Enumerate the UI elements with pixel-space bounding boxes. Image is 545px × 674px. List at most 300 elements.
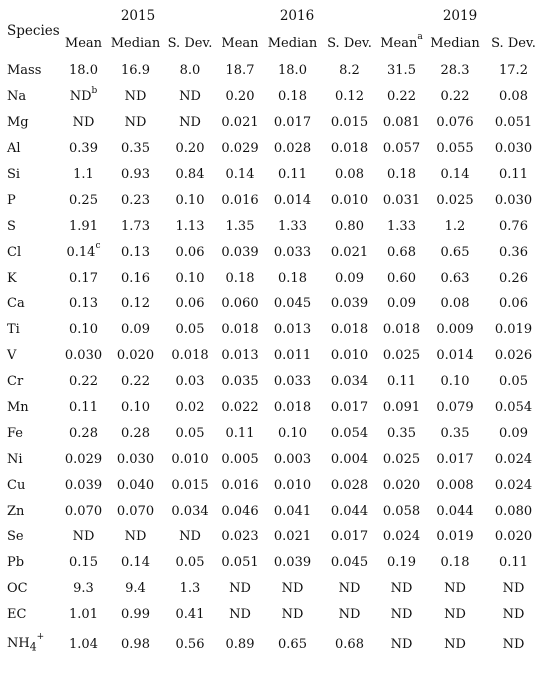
cell-value: ND xyxy=(72,529,95,545)
cell-value: 0.93 xyxy=(121,167,150,182)
species-header: Species xyxy=(7,23,60,39)
cell-value: 0.051 xyxy=(221,555,259,571)
value-cell xyxy=(264,136,321,162)
value-cell xyxy=(107,58,164,84)
value-cell xyxy=(60,472,107,498)
cell-value: 0.11 xyxy=(225,425,255,441)
value-cell xyxy=(264,58,321,84)
species-cell xyxy=(2,265,60,291)
species-name: NH xyxy=(7,635,30,651)
cell-value: 0.016 xyxy=(221,477,259,493)
value-cell xyxy=(425,420,485,446)
cell-value: 0.091 xyxy=(382,400,421,416)
stat-header xyxy=(164,28,216,58)
value-cell xyxy=(164,317,216,343)
value-cell xyxy=(216,136,264,162)
cell-value: 18.7 xyxy=(225,63,255,79)
value-cell xyxy=(378,550,425,576)
cell-value: 0.024 xyxy=(494,477,533,493)
stat-header xyxy=(485,28,542,58)
value-cell xyxy=(321,213,378,239)
table-row xyxy=(2,239,542,265)
value-cell xyxy=(264,550,321,576)
value-cell xyxy=(164,239,216,265)
species-name: Zn xyxy=(7,503,25,519)
value-cell xyxy=(264,369,321,395)
value-cell xyxy=(378,162,425,188)
cell-value: 0.018 xyxy=(221,322,259,338)
value-cell xyxy=(164,602,216,628)
cell-value: 0.14 xyxy=(66,244,96,260)
value-cell xyxy=(378,343,425,369)
value-cell xyxy=(321,576,378,602)
cell-value: ND xyxy=(444,607,466,623)
cell-value: ND xyxy=(72,115,95,131)
value-cell xyxy=(264,395,321,421)
cell-value: 0.045 xyxy=(273,296,312,312)
species-cell xyxy=(2,291,60,317)
species-charge: + xyxy=(36,632,45,643)
cell-value: 0.008 xyxy=(436,477,474,493)
cell-value: ND xyxy=(229,607,251,623)
value-cell xyxy=(107,446,164,472)
cell-value: 0.06 xyxy=(175,296,205,312)
cell-value: 1.33 xyxy=(387,218,416,234)
year-header-2019: 2019 xyxy=(442,8,478,24)
species-name: Mn xyxy=(7,400,29,416)
stat-header xyxy=(264,28,321,58)
cell-value: 0.22 xyxy=(69,374,98,390)
cell-value: 0.22 xyxy=(387,89,416,105)
table-row xyxy=(2,550,542,576)
value-cell xyxy=(378,472,425,498)
cell-value: 1.04 xyxy=(69,637,98,653)
cell-value: 0.05 xyxy=(499,374,528,390)
cell-value: 0.60 xyxy=(387,270,416,286)
cell-value: 0.14 xyxy=(440,167,470,182)
value-cell xyxy=(107,84,164,110)
value-cell xyxy=(485,265,542,291)
cell-value: 0.021 xyxy=(273,529,312,545)
cell-value: 0.35 xyxy=(387,425,416,441)
species-cell xyxy=(2,187,60,213)
cell-value: 0.017 xyxy=(436,451,474,467)
value-cell xyxy=(321,524,378,550)
table-row xyxy=(2,110,542,136)
cell-value: 0.013 xyxy=(221,348,259,364)
value-cell xyxy=(60,162,107,188)
value-cell xyxy=(264,162,321,188)
cell-value: 0.10 xyxy=(440,374,470,390)
value-cell xyxy=(321,446,378,472)
cell-value: 0.63 xyxy=(440,270,470,286)
cell-value: 0.02 xyxy=(175,400,205,416)
cell-value: 0.41 xyxy=(175,607,205,623)
footnote-marker: b xyxy=(91,86,98,96)
cell-value: 0.018 xyxy=(171,348,209,364)
cell-value: 0.14 xyxy=(225,167,255,182)
stat-header xyxy=(425,28,485,58)
value-cell xyxy=(216,213,264,239)
value-cell xyxy=(425,291,485,317)
value-cell xyxy=(60,84,107,110)
value-cell xyxy=(107,550,164,576)
table-row xyxy=(2,472,542,498)
stat-header xyxy=(321,28,378,58)
species-name: Se xyxy=(7,529,24,545)
value-cell xyxy=(107,213,164,239)
cell-value: 0.22 xyxy=(440,89,470,105)
value-cell xyxy=(60,317,107,343)
cell-value: 8.2 xyxy=(339,63,360,79)
cell-value: 0.06 xyxy=(499,296,528,312)
value-cell xyxy=(107,602,164,628)
value-cell xyxy=(264,291,321,317)
value-cell xyxy=(425,317,485,343)
stat-header-label: Mean xyxy=(221,35,259,51)
species-name: Cl xyxy=(7,244,22,260)
value-cell xyxy=(378,395,425,421)
table-row xyxy=(2,395,542,421)
value-cell xyxy=(264,187,321,213)
value-cell xyxy=(264,239,321,265)
value-cell xyxy=(485,420,542,446)
cell-value: 0.020 xyxy=(494,529,533,545)
cell-value: 0.058 xyxy=(382,503,421,519)
species-name: Mg xyxy=(7,115,29,131)
table-body xyxy=(2,58,542,662)
value-cell xyxy=(107,265,164,291)
value-cell xyxy=(60,110,107,136)
cell-value: 0.010 xyxy=(330,192,369,208)
table-row xyxy=(2,291,542,317)
cell-value: 0.031 xyxy=(382,192,421,208)
cell-value: 0.23 xyxy=(121,192,150,208)
value-cell xyxy=(107,498,164,524)
stat-header xyxy=(378,28,425,58)
cell-value: 0.054 xyxy=(330,425,369,441)
cell-value: ND xyxy=(179,115,201,131)
species-concentration-table xyxy=(2,4,542,662)
species-cell xyxy=(2,317,60,343)
value-cell xyxy=(378,265,425,291)
species-cell xyxy=(2,213,60,239)
species-name: Al xyxy=(7,141,21,157)
cell-value: 0.09 xyxy=(335,270,364,286)
table-row xyxy=(2,187,542,213)
species-name: Ni xyxy=(7,451,23,467)
stat-header xyxy=(60,28,107,58)
cell-value: 0.030 xyxy=(494,141,533,157)
cell-value: 0.035 xyxy=(221,374,259,390)
species-name: P xyxy=(7,192,16,208)
value-cell xyxy=(378,84,425,110)
value-cell xyxy=(216,187,264,213)
species-cell xyxy=(2,420,60,446)
cell-value: 0.98 xyxy=(121,637,150,653)
value-cell xyxy=(264,498,321,524)
value-cell xyxy=(216,110,264,136)
value-cell xyxy=(378,239,425,265)
value-cell xyxy=(378,187,425,213)
table-row xyxy=(2,317,542,343)
value-cell xyxy=(164,265,216,291)
cell-value: 0.10 xyxy=(175,192,205,208)
value-cell xyxy=(321,265,378,291)
species-cell xyxy=(2,472,60,498)
table-row xyxy=(2,524,542,550)
value-cell xyxy=(107,472,164,498)
value-cell xyxy=(321,187,378,213)
cell-value: 0.16 xyxy=(121,270,150,286)
cell-value: ND xyxy=(338,581,361,597)
cell-value: 0.029 xyxy=(64,451,103,467)
value-cell xyxy=(378,110,425,136)
species-cell xyxy=(2,58,60,84)
value-cell xyxy=(321,550,378,576)
value-cell xyxy=(485,84,542,110)
value-cell xyxy=(264,472,321,498)
value-cell xyxy=(321,420,378,446)
cell-value: 0.016 xyxy=(221,192,259,208)
value-cell xyxy=(485,343,542,369)
species-cell xyxy=(2,524,60,550)
cell-value: 0.081 xyxy=(382,115,421,131)
cell-value: 0.018 xyxy=(273,400,312,416)
cell-value: 0.019 xyxy=(436,529,474,545)
cell-value: 9.4 xyxy=(125,581,146,597)
cell-value: 0.055 xyxy=(436,141,474,157)
table-row xyxy=(2,420,542,446)
cell-value: 0.025 xyxy=(382,451,421,467)
value-cell xyxy=(321,317,378,343)
value-cell xyxy=(485,58,542,84)
cell-value: 0.20 xyxy=(175,141,205,157)
cell-value: 1.33 xyxy=(278,218,307,234)
cell-value: 0.18 xyxy=(225,270,255,286)
cell-value: 0.024 xyxy=(382,529,421,545)
value-cell xyxy=(107,369,164,395)
cell-value: 0.08 xyxy=(335,167,364,182)
cell-value: 0.030 xyxy=(116,451,155,467)
cell-value: 0.28 xyxy=(69,425,98,441)
value-cell xyxy=(485,110,542,136)
value-cell xyxy=(107,239,164,265)
cell-value: 0.044 xyxy=(330,503,369,519)
cell-value: 0.09 xyxy=(499,425,528,441)
value-cell xyxy=(378,213,425,239)
cell-value: 0.018 xyxy=(330,322,369,338)
value-cell xyxy=(60,291,107,317)
cell-value: 0.039 xyxy=(330,296,369,312)
cell-value: 0.18 xyxy=(387,167,416,182)
value-cell xyxy=(425,576,485,602)
cell-value: 0.65 xyxy=(278,637,307,653)
value-cell xyxy=(60,187,107,213)
value-cell xyxy=(60,213,107,239)
cell-value: 0.018 xyxy=(382,322,421,338)
cell-value: 0.11 xyxy=(499,555,528,571)
value-cell xyxy=(107,628,164,662)
value-cell xyxy=(321,395,378,421)
value-cell xyxy=(60,576,107,602)
value-cell xyxy=(60,239,107,265)
value-cell xyxy=(425,343,485,369)
cell-value: 0.011 xyxy=(273,348,312,364)
value-cell xyxy=(485,187,542,213)
cell-value: 0.022 xyxy=(221,400,259,416)
value-cell xyxy=(425,162,485,188)
value-cell xyxy=(378,369,425,395)
cell-value: 0.080 xyxy=(494,503,533,519)
cell-value: 0.070 xyxy=(64,503,103,519)
species-name: Cu xyxy=(7,477,26,493)
value-cell xyxy=(425,58,485,84)
value-cell xyxy=(264,84,321,110)
value-cell xyxy=(321,369,378,395)
species-subscript: 4 xyxy=(29,640,37,654)
table-row xyxy=(2,84,542,110)
species-name: Na xyxy=(7,89,27,105)
cell-value: ND xyxy=(179,529,201,545)
cell-value: 0.11 xyxy=(387,374,416,390)
value-cell xyxy=(164,369,216,395)
cell-value: 0.56 xyxy=(175,637,205,653)
cell-value: 0.20 xyxy=(225,89,255,105)
table-row xyxy=(2,58,542,84)
value-cell xyxy=(164,110,216,136)
value-cell xyxy=(321,84,378,110)
cell-value: ND xyxy=(502,637,525,653)
cell-value: 0.12 xyxy=(121,296,150,312)
cell-value: 0.13 xyxy=(121,244,150,260)
value-cell xyxy=(321,136,378,162)
cell-value: 0.35 xyxy=(121,141,150,157)
value-cell xyxy=(321,58,378,84)
value-cell xyxy=(485,550,542,576)
value-cell xyxy=(60,343,107,369)
cell-value: 0.39 xyxy=(69,141,98,157)
value-cell xyxy=(164,472,216,498)
table-row xyxy=(2,136,542,162)
value-cell xyxy=(264,265,321,291)
cell-value: ND xyxy=(124,529,147,545)
table-row xyxy=(2,213,542,239)
cell-value: 0.026 xyxy=(494,348,533,364)
footnote-marker: a xyxy=(417,32,423,43)
value-cell xyxy=(107,187,164,213)
table-row xyxy=(2,369,542,395)
value-cell xyxy=(485,369,542,395)
value-cell xyxy=(164,395,216,421)
value-cell xyxy=(321,343,378,369)
cell-value: ND xyxy=(229,581,251,597)
value-cell xyxy=(107,110,164,136)
value-cell xyxy=(164,213,216,239)
cell-value: 0.18 xyxy=(278,270,307,286)
cell-value: 0.10 xyxy=(278,425,307,441)
species-name: Mass xyxy=(7,63,42,79)
cell-value: 0.99 xyxy=(121,607,150,623)
value-cell xyxy=(425,628,485,662)
cell-value: 0.010 xyxy=(330,348,369,364)
value-cell xyxy=(264,317,321,343)
value-cell xyxy=(164,187,216,213)
cell-value: 0.060 xyxy=(221,296,259,312)
value-cell xyxy=(60,58,107,84)
cell-value: 0.039 xyxy=(221,244,259,260)
value-cell xyxy=(425,187,485,213)
cell-value: 0.22 xyxy=(121,374,150,390)
cell-value: 18.0 xyxy=(278,63,307,79)
value-cell xyxy=(60,265,107,291)
value-cell xyxy=(485,446,542,472)
cell-value: 0.18 xyxy=(440,555,470,571)
value-cell xyxy=(216,162,264,188)
cell-value: 9.3 xyxy=(73,581,94,597)
cell-value: 0.13 xyxy=(69,296,98,312)
cell-value: ND xyxy=(124,115,147,131)
cell-value: 8.0 xyxy=(179,63,201,79)
cell-value: 0.84 xyxy=(175,167,205,182)
cell-value: 0.030 xyxy=(494,192,533,208)
value-cell xyxy=(425,395,485,421)
cell-value: 18.0 xyxy=(69,63,98,79)
stat-header xyxy=(107,28,164,58)
species-cell xyxy=(2,343,60,369)
table-row xyxy=(2,576,542,602)
cell-value: 0.009 xyxy=(436,322,474,338)
value-cell xyxy=(216,239,264,265)
value-cell xyxy=(216,524,264,550)
value-cell xyxy=(485,136,542,162)
value-cell xyxy=(164,576,216,602)
value-cell xyxy=(321,239,378,265)
value-cell xyxy=(425,84,485,110)
cell-value: 0.028 xyxy=(330,477,369,493)
value-cell xyxy=(164,58,216,84)
species-cell xyxy=(2,576,60,602)
cell-value: 0.014 xyxy=(436,348,474,364)
stat-header-label: S. Dev. xyxy=(167,35,213,51)
species-cell xyxy=(2,162,60,188)
value-cell xyxy=(485,498,542,524)
table-row xyxy=(2,446,542,472)
cell-value: ND xyxy=(338,607,361,623)
stat-header-label: Mean xyxy=(380,35,418,51)
value-cell xyxy=(378,602,425,628)
value-cell xyxy=(264,576,321,602)
cell-value: 0.013 xyxy=(273,322,312,338)
stat-header-label: Median xyxy=(267,35,318,51)
value-cell xyxy=(321,602,378,628)
value-cell xyxy=(60,136,107,162)
value-cell xyxy=(378,291,425,317)
cell-value: ND xyxy=(69,89,92,105)
cell-value: 0.030 xyxy=(64,348,103,364)
value-cell xyxy=(216,550,264,576)
value-cell xyxy=(264,213,321,239)
species-name: K xyxy=(7,270,17,286)
species-cell xyxy=(2,136,60,162)
value-cell xyxy=(321,162,378,188)
value-cell xyxy=(264,110,321,136)
cell-value: ND xyxy=(502,581,525,597)
value-cell xyxy=(216,628,264,662)
cell-value: 0.36 xyxy=(499,244,528,260)
value-cell xyxy=(425,265,485,291)
value-cell xyxy=(378,420,425,446)
